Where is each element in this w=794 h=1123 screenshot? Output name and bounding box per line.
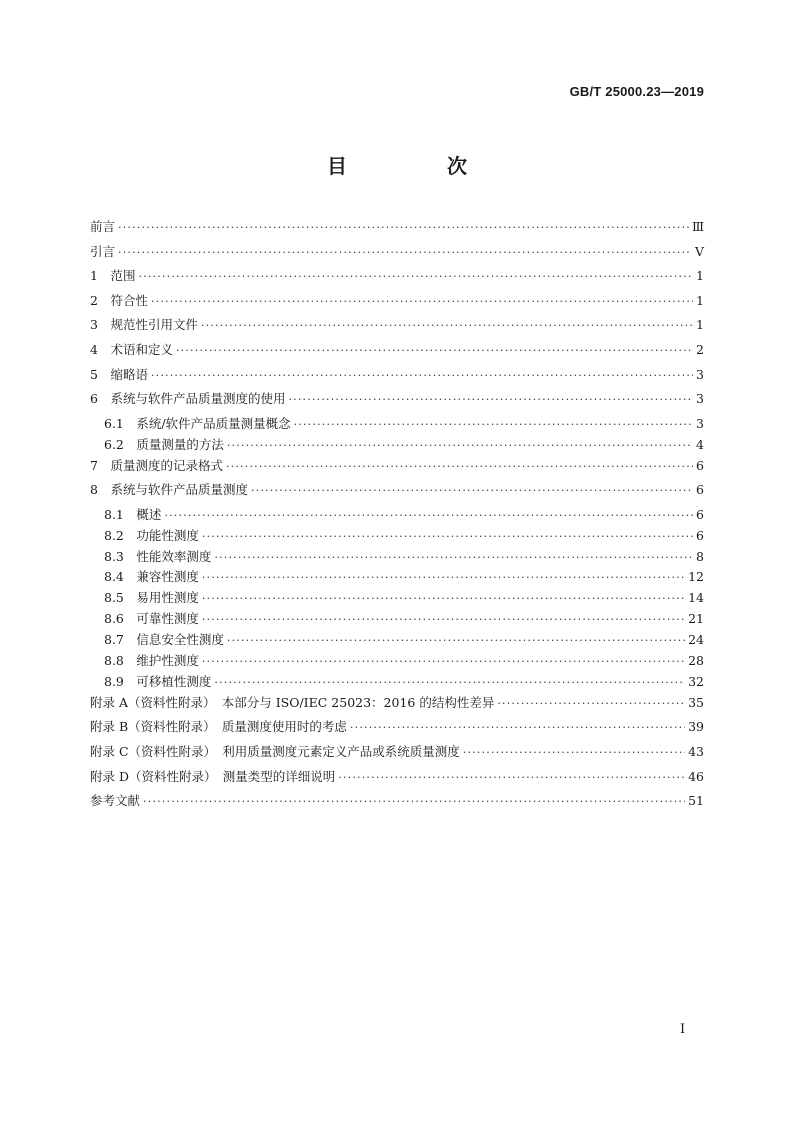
toc-entry-page: 8 bbox=[696, 548, 704, 564]
toc-entry[interactable] bbox=[90, 742, 704, 767]
toc-entry[interactable] bbox=[90, 767, 704, 792]
toc-entry-page: 21 bbox=[688, 611, 704, 627]
toc-dot-leader bbox=[202, 571, 685, 584]
toc-entry-label: 6.2 质量测量的方法 bbox=[104, 436, 224, 452]
toc-entry-page: 46 bbox=[688, 768, 704, 784]
toc-dot-leader bbox=[176, 344, 693, 357]
toc-entry[interactable] bbox=[90, 435, 704, 456]
toc-entry[interactable] bbox=[90, 291, 704, 316]
toc-entry-label: 6 系统与软件产品质量测度的使用 bbox=[90, 391, 286, 407]
toc-dot-leader bbox=[288, 393, 693, 406]
toc-dot-leader bbox=[294, 418, 693, 431]
toc-entry[interactable] bbox=[90, 414, 704, 435]
toc-dot-leader bbox=[350, 721, 685, 734]
toc-entry-label: 7 质量测度的记录格式 bbox=[90, 457, 223, 473]
toc-dot-leader bbox=[202, 655, 685, 668]
toc-entry-label: 引言 bbox=[90, 243, 116, 259]
toc-entry[interactable] bbox=[90, 588, 704, 609]
table-of-contents bbox=[90, 217, 704, 816]
toc-entry-label: 2 符合性 bbox=[90, 292, 148, 308]
toc-entry[interactable] bbox=[90, 791, 704, 816]
toc-entry-page: 3 bbox=[696, 391, 704, 407]
toc-entry-page: 6 bbox=[696, 506, 704, 522]
toc-entry-label: 3 规范性引用文件 bbox=[90, 317, 198, 333]
toc-entry[interactable] bbox=[90, 480, 704, 505]
toc-entry[interactable] bbox=[90, 505, 704, 526]
toc-entry[interactable] bbox=[90, 389, 704, 414]
toc-entry-label: 附录 C（资料性附录） 利用质量测度元素定义产品或系统质量测度 bbox=[90, 743, 460, 759]
toc-entry-label: 前言 bbox=[90, 219, 116, 234]
toc-entry-page: 43 bbox=[688, 743, 704, 759]
toc-dot-leader bbox=[338, 771, 685, 784]
toc-dot-leader bbox=[497, 697, 685, 710]
toc-entry-page: 1 bbox=[696, 292, 704, 308]
toc-entry[interactable] bbox=[90, 456, 704, 481]
toc-entry-label: 8.2 功能性测度 bbox=[104, 527, 199, 543]
toc-entry-page: 1 bbox=[696, 268, 704, 284]
toc-entry-page: 32 bbox=[688, 673, 704, 689]
toc-dot-leader bbox=[463, 746, 685, 759]
standard-number: GB/T 25000.23—2019 bbox=[569, 84, 704, 99]
toc-entry[interactable] bbox=[90, 547, 704, 568]
toc-entry-page: 6 bbox=[696, 482, 704, 498]
toc-dot-leader bbox=[143, 795, 685, 808]
toc-entry-page: Ⅲ bbox=[691, 219, 704, 234]
toc-entry-label: 8.7 信息安全性测度 bbox=[104, 632, 224, 648]
toc-dot-leader bbox=[151, 295, 693, 308]
toc-entry-page: 4 bbox=[696, 436, 704, 452]
toc-entry-page: 2 bbox=[696, 341, 704, 357]
toc-entry[interactable] bbox=[90, 315, 704, 340]
toc-entry[interactable] bbox=[90, 693, 704, 718]
toc-entry-label: 8.4 兼容性测度 bbox=[104, 569, 199, 585]
toc-dot-leader bbox=[214, 551, 693, 564]
toc-entry-page: 1 bbox=[696, 317, 704, 333]
toc-entry[interactable] bbox=[90, 217, 704, 242]
toc-entry[interactable] bbox=[90, 651, 704, 672]
toc-entry[interactable] bbox=[90, 526, 704, 547]
toc-entry-label: 附录 D（资料性附录） 测量类型的详细说明 bbox=[90, 768, 336, 784]
toc-entry[interactable] bbox=[90, 567, 704, 588]
toc-entry-page: 14 bbox=[688, 590, 704, 606]
toc-entry-label: 8.6 可靠性测度 bbox=[104, 611, 199, 627]
toc-entry-page: 39 bbox=[688, 719, 704, 735]
toc-entry[interactable] bbox=[90, 365, 704, 390]
toc-entry-label: 参考文献 bbox=[90, 793, 141, 809]
toc-entry-label: 附录 A（资料性附录） 本部分与 ISO/IEC 25023：2016 的结构性差异 bbox=[90, 694, 495, 710]
toc-entry-page: Ⅴ bbox=[694, 243, 704, 259]
toc-entry-label: 8.3 性能效率测度 bbox=[104, 548, 212, 564]
toc-entry[interactable] bbox=[90, 266, 704, 291]
toc-dot-leader bbox=[226, 460, 693, 473]
toc-entry[interactable] bbox=[90, 340, 704, 365]
toc-entry-label: 6.1 系统/软件产品质量测量概念 bbox=[104, 415, 291, 431]
toc-entry-label: 4 术语和定义 bbox=[90, 341, 173, 357]
toc-entry-page: 51 bbox=[688, 793, 704, 809]
toc-dot-leader bbox=[164, 509, 693, 522]
toc-dot-leader bbox=[251, 484, 693, 497]
toc-entry[interactable] bbox=[90, 672, 704, 693]
toc-dot-leader bbox=[151, 369, 693, 382]
toc-dot-leader bbox=[214, 676, 685, 689]
toc-entry-page: 28 bbox=[688, 652, 704, 668]
toc-entry-page: 12 bbox=[688, 569, 704, 585]
toc-dot-leader bbox=[138, 270, 693, 283]
toc-dot-leader bbox=[227, 634, 685, 647]
page-number: Ⅰ bbox=[680, 1022, 686, 1037]
toc-entry-label: 8.5 易用性测度 bbox=[104, 590, 199, 606]
toc-entry-page: 35 bbox=[688, 694, 704, 710]
toc-dot-leader bbox=[118, 221, 689, 234]
toc-entry-label: 8 系统与软件产品质量测度 bbox=[90, 482, 248, 498]
toc-entry-label: 8.9 可移植性测度 bbox=[104, 673, 212, 689]
toc-dot-leader bbox=[202, 613, 685, 626]
toc-entry-label: 附录 B（资料性附录） 质量测度使用时的考虑 bbox=[90, 719, 347, 735]
toc-entry-label: 8.1 概述 bbox=[104, 506, 162, 522]
toc-dot-leader bbox=[202, 592, 685, 605]
toc-entry-label: 5 缩略语 bbox=[90, 366, 148, 382]
toc-entry-page: 6 bbox=[696, 457, 704, 473]
toc-entry[interactable] bbox=[90, 630, 704, 651]
toc-entry-page: 24 bbox=[688, 632, 704, 648]
toc-entry-label: 1 范围 bbox=[90, 268, 136, 284]
toc-dot-leader bbox=[201, 319, 693, 332]
toc-entry[interactable] bbox=[90, 242, 704, 267]
toc-dot-leader bbox=[202, 530, 693, 543]
toc-entry-page: 6 bbox=[696, 527, 704, 543]
toc-dot-leader bbox=[118, 246, 692, 259]
toc-entry-label: 8.8 维护性测度 bbox=[104, 652, 199, 668]
page-title: 目 次 bbox=[327, 154, 507, 178]
toc-dot-leader bbox=[227, 439, 693, 452]
toc-entry-page: 3 bbox=[696, 366, 704, 382]
toc-entry-page: 3 bbox=[696, 415, 704, 431]
toc-entry[interactable] bbox=[90, 717, 704, 742]
toc-entry[interactable] bbox=[90, 609, 704, 630]
